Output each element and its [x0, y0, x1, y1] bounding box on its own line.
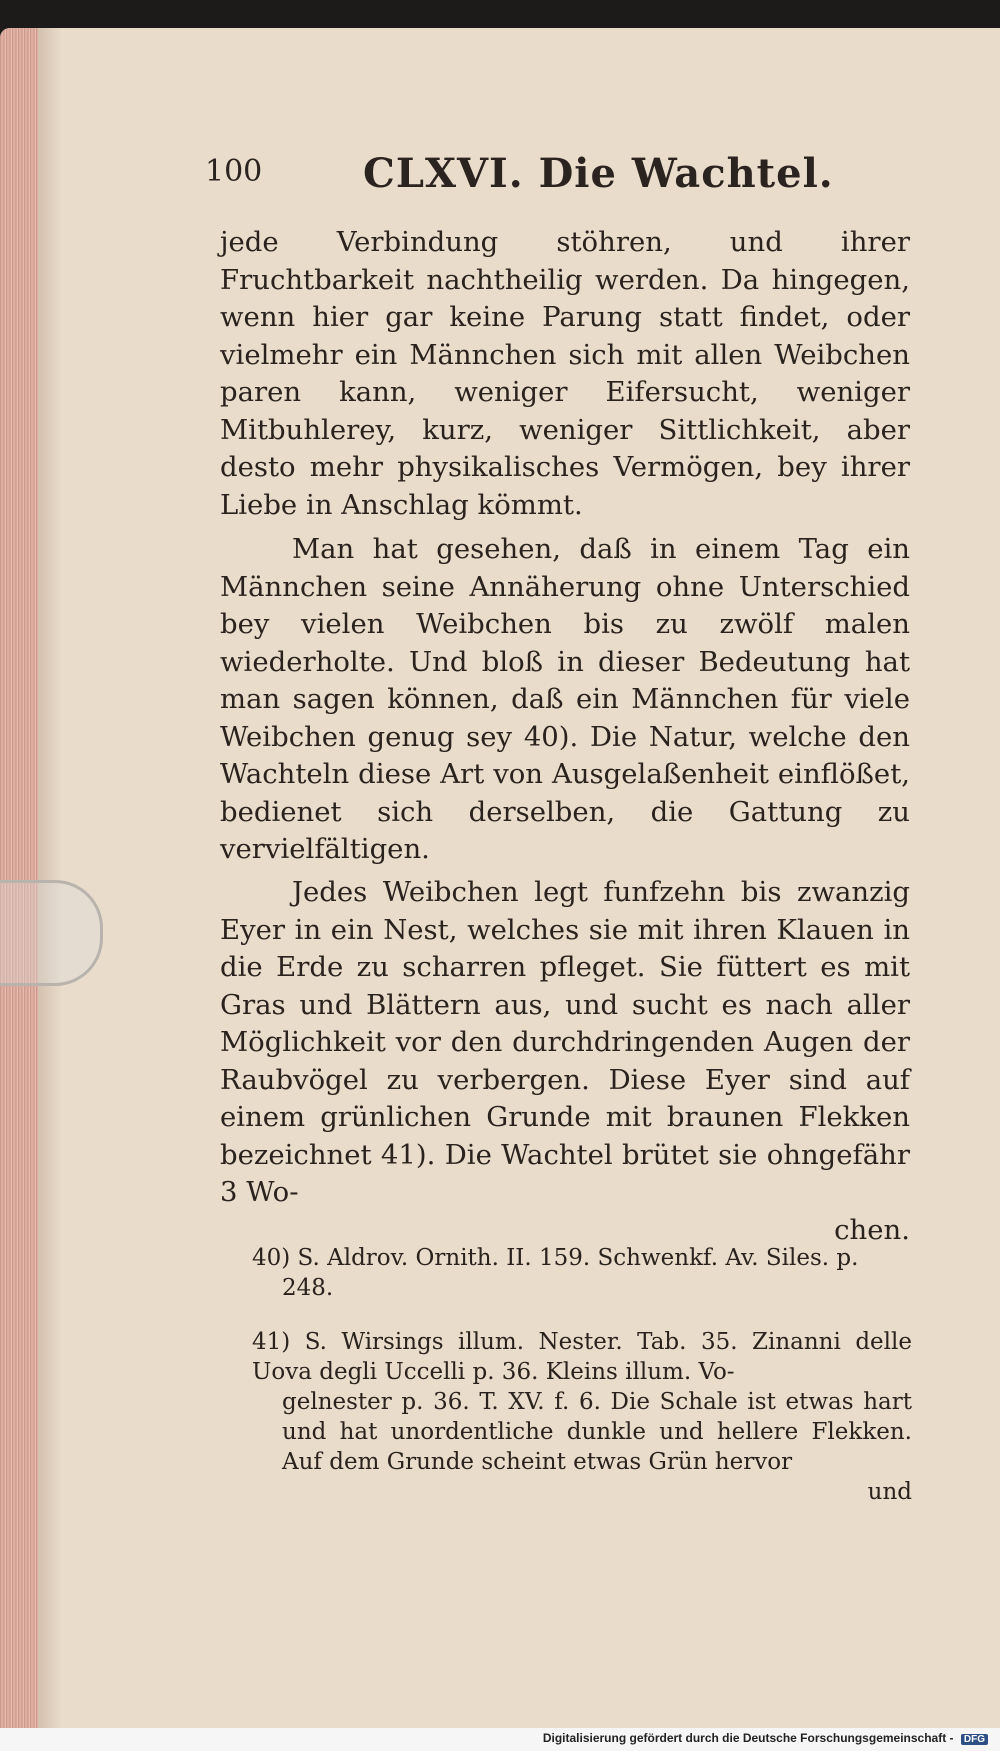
paragraph-3 — [220, 874, 910, 1249]
paragraph-text: Jedes Weibchen legt funfzehn bis zwanzig Eyer in ein Nest, welches sie mit ihren Klauen in die Erde zu scharren pfleget. Sie füttert es mit Gras und Blättern aus, und sucht es nach aller Möglichkeit vor den durchdringenden Augen der Raubvögel zu verbergen. Diese Eyer sind auf einem grünlichen Grunde mit braunen Flekken bezeichnet 41). Die Wachtel brütet sie ohngefähr 3 Wo- — [220, 876, 910, 1208]
catchword: chen. — [834, 1213, 910, 1246]
paragraph-text: Man hat gesehen, daß in einem Tag ein Männchen seine Annäherung ohne Unterschied bey vielen Weibchen bis zu zwölf malen wiederholte. Und bloß in dieser Bedeutung hat man sagen können, daß ein Männchen für viele Weibchen genug sey 40). Die Natur, welche den Wachteln diese Art von Ausgelaßenheit einflößet, bedienet sich derselben, die Gattung zu vervielfältigen. — [220, 533, 910, 865]
gutter-shadow — [38, 28, 62, 1728]
footnote-catchword: und — [867, 1479, 912, 1505]
digitization-footer — [0, 1728, 1000, 1751]
footnote-first-line: 41) S. Wirsings illum. Nester. Tab. 35. Zinanni delle Uova degli Uccelli p. 36. Kleins illum. Vo- — [252, 1329, 912, 1385]
footnote-continuation: gelnester p. 36. T. XV. f. 6. Die Schale ist etwas hart und hat unordentliche dunkle und hellere Flekken. Auf dem Grunde scheint etwas Grün hervor — [282, 1389, 912, 1475]
paragraph-2 — [220, 531, 910, 869]
running-header — [205, 150, 905, 210]
page-number: 100 — [205, 154, 263, 189]
footnotes — [252, 1243, 912, 1507]
footnote-continuation: 248. — [282, 1275, 334, 1301]
footnote-41 — [252, 1327, 912, 1507]
page-clip — [0, 880, 103, 986]
footer-credit — [543, 1731, 988, 1745]
chapter-title: CLXVI. Die Wachtel. — [363, 150, 834, 197]
page-edge — [0, 28, 38, 1728]
paragraph-text: jede Verbindung stöhren, und ihrer Fruchtbarkeit nachtheilig werden. Da hingegen, wenn hier gar keine Parung statt findet, oder vielmehr ein Männchen sich mit allen Weibchen paren kann, weniger Eifersucht, weniger Mitbuhlerey, kurz, weniger Sittlichkeit, aber desto mehr physikalisches Vermögen, bey ihrer Liebe in Anschlag kömmt. — [220, 226, 910, 521]
footnote-40 — [252, 1243, 912, 1303]
footnote-first-line: 40) S. Aldrov. Ornith. II. 159. Schwenkf. Av. Siles. p. — [252, 1245, 859, 1271]
dfg-logo-icon: DFG — [961, 1734, 988, 1745]
paragraph-1 — [220, 224, 910, 524]
footer-credit-text: Digitalisierung gefördert durch die Deutsche Forschungsgemeinschaft - — [542, 1731, 954, 1745]
